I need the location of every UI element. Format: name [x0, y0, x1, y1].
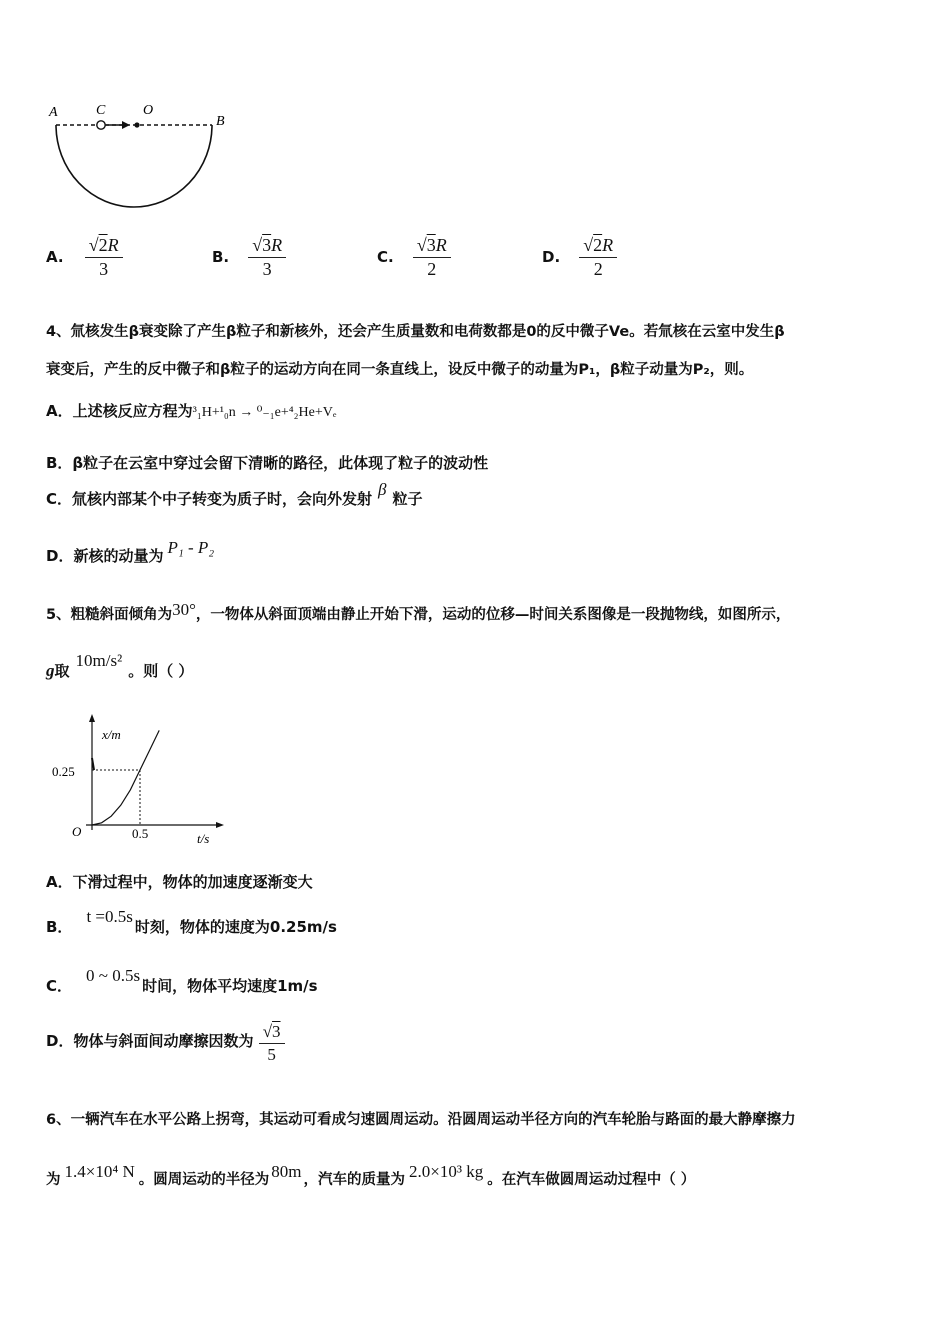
q3-option-a[interactable] [46, 235, 123, 280]
g-symbol: g [46, 661, 55, 680]
xt-curve [92, 730, 159, 825]
friction-fraction: $\frac{√3}{5}$ [259, 1022, 285, 1065]
option-text: C．氚核内部某个中子转变为质子时，会向外发射 [46, 490, 373, 508]
q4-stem-line2: 衰变后，产生的反中微子和β粒子的运动方向在同一条直线上，设反中微子的动量为P₁，β粒子动量为P₂，则。 [46, 362, 754, 378]
momentum-expression: P₁ - P₂ [167, 538, 215, 557]
option-text: 时间，物体平均速度1m/s [142, 977, 318, 995]
x-axis-label: t/s [197, 831, 210, 846]
x-tick-label: 0.5 [132, 826, 149, 841]
option-label: C． [46, 977, 73, 995]
beta-symbol: β [378, 480, 387, 499]
x-axis-arrow [216, 822, 224, 828]
time-expression: t =0.5s [86, 907, 133, 926]
q4-option-a[interactable] [46, 400, 336, 421]
q5-option-a[interactable]: A．下滑过程中，物体的加速度逐渐变大 [46, 873, 313, 891]
y-tick-label: 0.25 [52, 764, 75, 779]
q5-option-b[interactable] [46, 907, 337, 937]
center-o [134, 122, 139, 127]
mass-value: 2.0×10³ kg [409, 1162, 484, 1181]
option-label: D. [542, 248, 561, 266]
q5-stem-line1: 5、粗糙斜面倾角为30°，一物体从斜面顶端由静止开始下滑，运动的位移—时间关系图像是一段抛物线，如图所示， [46, 600, 791, 623]
option-text: 时刻，物体的速度为0.25m/s [134, 918, 337, 936]
q5-option-c[interactable] [46, 966, 318, 996]
option-label: A. [46, 248, 64, 266]
q5-stem-line2: g取10m/s²。则（ ） [46, 651, 194, 680]
q4-option-d[interactable] [46, 538, 215, 566]
radius-value: 80m [271, 1162, 302, 1181]
option-text: A．上述核反应方程为 [46, 402, 193, 420]
label-o: O [143, 103, 154, 118]
q3-option-c[interactable] [377, 235, 451, 280]
q4-stem-line1: 4、氚核发生β衰变除了产生β粒子和新核外，还会产生质量数和电荷数都是0的反中微子Ve。若氚核在云室中发生β [46, 324, 785, 340]
label-a: A [49, 105, 58, 120]
q6-stem-line2: 为 1.4×10⁴ N 。圆周运动的半径为 80m ，汽车的质量为 2.0×10³ kg 。在汽车做圆周运动过程中（ ） [46, 1162, 696, 1188]
interval-expression: 0 ~ 0.5s [86, 966, 141, 985]
y-axis-label: x/m [102, 727, 121, 742]
g-value: 10m/s² [75, 651, 123, 670]
fraction: $\frac{√3R}{2}$ [413, 235, 451, 280]
q3-option-d[interactable] [542, 235, 617, 280]
option-label: B. [212, 248, 230, 266]
reaction-equation: ³₁H+¹₀n → ⁰₋₁e+⁴₂He+Vₑ [192, 405, 337, 420]
fraction: $\frac{√3R}{3}$ [248, 235, 286, 280]
option-label: B． [46, 918, 73, 936]
option-label: C. [377, 248, 394, 266]
semicircle-figure [40, 95, 240, 220]
q4-option-c[interactable] [46, 480, 423, 509]
y-axis-arrow [89, 714, 95, 722]
option-tail: 粒子 [392, 490, 423, 508]
q3-option-b[interactable] [212, 235, 286, 280]
q5-option-d[interactable] [46, 1022, 285, 1065]
origin-label: O [72, 824, 82, 839]
semicircle-arc [56, 125, 212, 207]
arrow-head [122, 121, 130, 129]
max-friction-value: 1.4×10⁴ N [64, 1162, 135, 1181]
label-c: C [96, 103, 106, 118]
option-text: D．新核的动量为 [46, 547, 164, 565]
q6-stem-line1: 6、一辆汽车在水平公路上拐弯，其运动可看成匀速圆周运动。沿圆周运动半径方向的汽车轮胎与路面的最大静摩擦力 [46, 1112, 796, 1128]
xt-graph [46, 712, 236, 852]
q4-option-b[interactable]: B．β粒子在云室中穿过会留下清晰的路径，此体现了粒子的波动性 [46, 454, 489, 472]
fraction: $\frac{√2R}{3}$ [85, 235, 123, 280]
fraction: $\frac{√2R}{2}$ [579, 235, 617, 280]
ball-c [97, 121, 105, 129]
option-text: D．物体与斜面间动摩擦因数为 [46, 1032, 254, 1050]
label-b: B [216, 114, 225, 129]
angle-value: 30° [172, 600, 196, 619]
